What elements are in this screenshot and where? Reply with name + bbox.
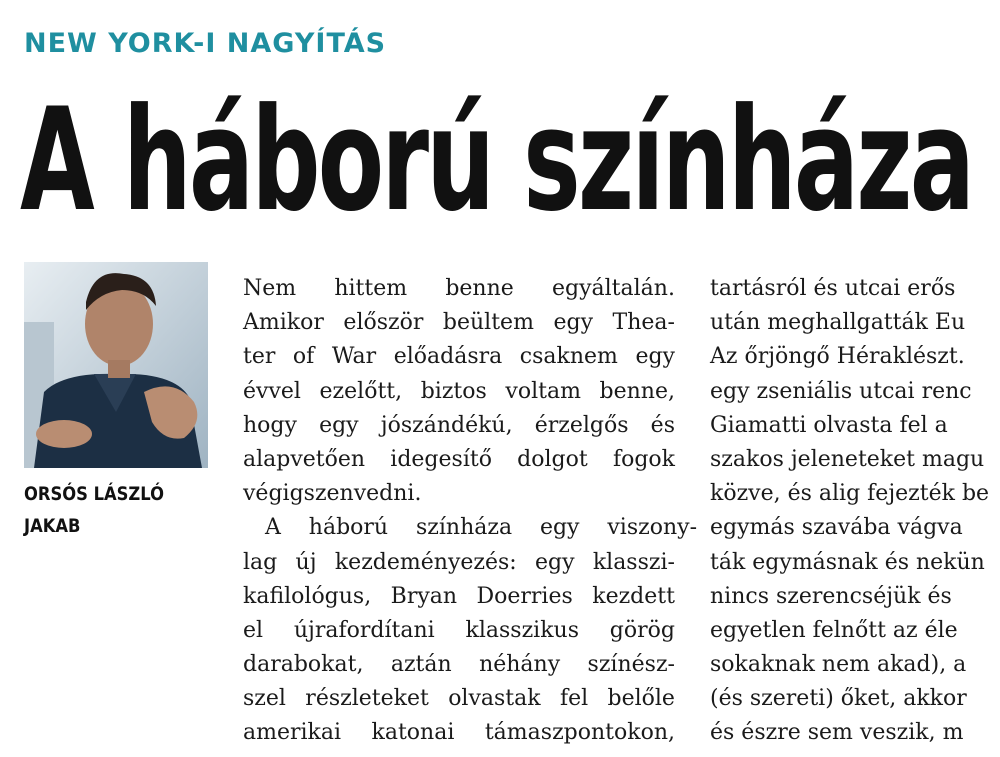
body-line: alapvetően idegesítő dolgot fogok [243, 446, 675, 472]
body-line: Nem hittem benne egyáltalán. [243, 276, 675, 301]
body-line: egymás szavába vágva [710, 515, 963, 541]
body-column-1 [243, 272, 697, 751]
section-kicker: NEW YORK-I NAGYÍTÁS [24, 28, 387, 59]
body-line: kafilológus, Bryan Doerries kezdett [243, 583, 675, 609]
body-line: ter of War előadásra csaknem egy [243, 344, 675, 370]
body-line: szel részleteket olvastak fel belőle [243, 686, 675, 712]
body-line: Giamatti olvasta fel a [710, 412, 948, 438]
body-line: közve, és alig fejezték be [710, 481, 990, 507]
body-line: Amikor először beültem egy Thea- [243, 310, 675, 336]
body-line: A háború színháza egy viszony- [265, 515, 697, 541]
body-line: egyetlen felnőtt az éle [710, 617, 958, 643]
body-line: nincs szerencséjük és [710, 583, 952, 609]
body-line: amerikai katonai támaszpontokon, [243, 720, 675, 746]
body-line: végigszenvedni. [243, 481, 422, 507]
body-line: és észre sem veszik, m [710, 720, 964, 746]
body-line: szakos jeleneteket magu [710, 446, 985, 472]
article-headline: A háború színháza [20, 78, 973, 243]
body-line: évvel ezelőtt, biztos voltam benne, [243, 378, 675, 404]
author-name-line-2: JAKAB [24, 515, 81, 537]
body-line: el újrafordítani klasszikus görög [243, 617, 675, 643]
body-line: ták egymásnak és nekün [710, 549, 985, 575]
body-line: tartásról és utcai erős [710, 276, 956, 301]
body-line: egy zseniális utcai renc [710, 378, 972, 404]
body-line: darabokat, aztán néhány színész- [243, 652, 675, 678]
author-name-line-1: ORSÓS LÁSZLÓ [24, 483, 164, 505]
body-line: után meghallgatták Eu [710, 310, 966, 336]
body-line: hogy egy jószándékú, érzelgős és [243, 412, 675, 438]
author-byline [24, 478, 164, 542]
body-line: Az őrjöngő Héraklészt. [710, 344, 965, 370]
body-column-2 [710, 272, 1000, 751]
body-line: (és szereti) őket, akkor [710, 686, 967, 712]
author-photo [24, 262, 208, 468]
body-line: lag új kezdeményezés: egy klasszi- [243, 549, 675, 575]
body-line: sokaknak nem akad), a [710, 652, 967, 678]
